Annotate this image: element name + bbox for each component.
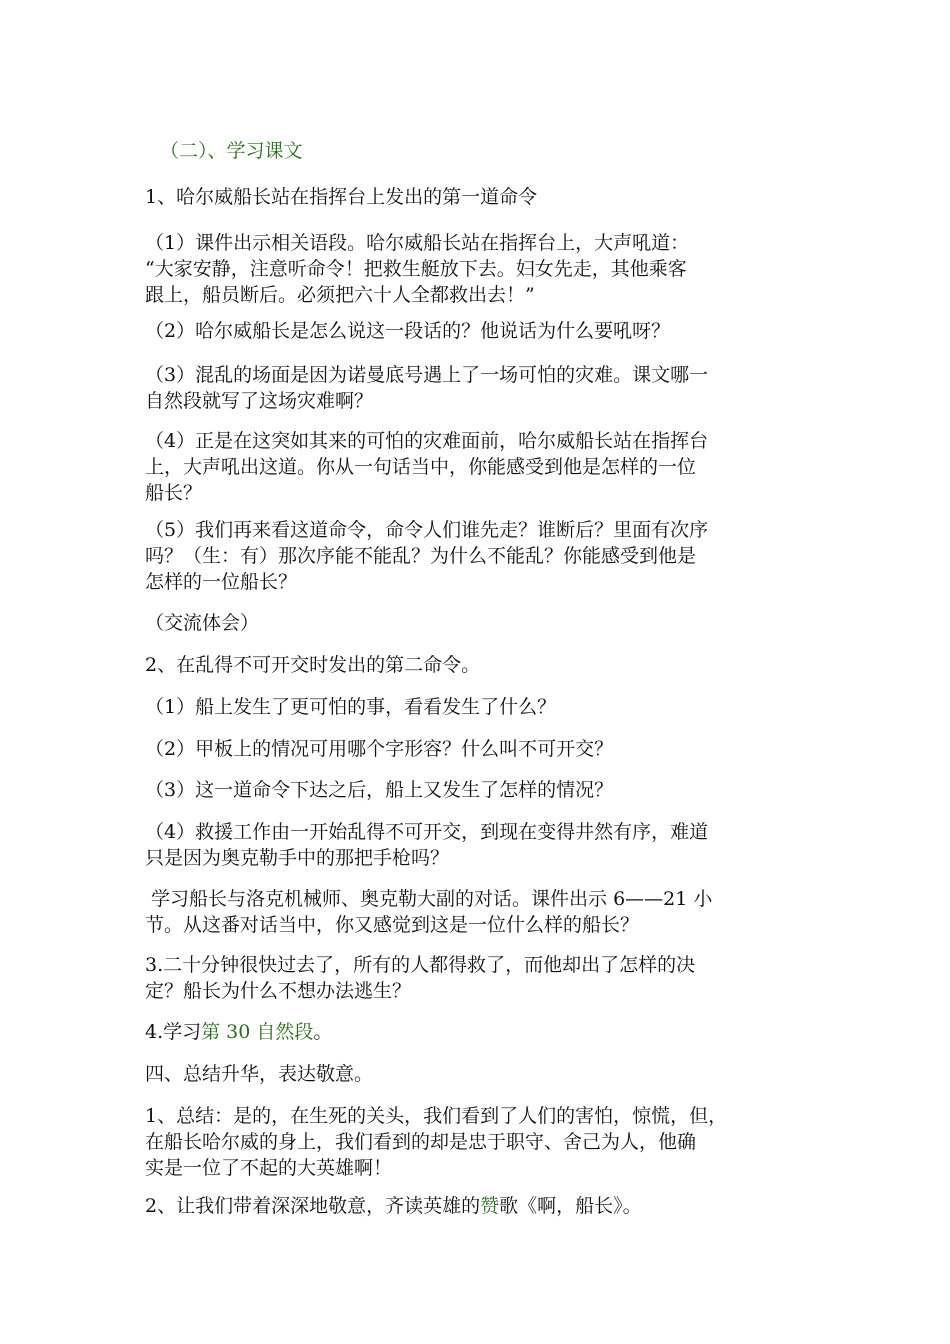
text-line: 定？船长为什么不想办法逃生？ <box>145 980 412 1002</box>
text-line: （2）哈尔威船长是怎么说这一段话的？他说话为什么要吼呀？ <box>145 320 671 342</box>
text-segment: 2、让我们带着深深地敬意，齐读英雄的 <box>145 1195 481 1217</box>
text-line: 2、在乱得不可开交时发出的第二命令。 <box>145 654 481 676</box>
text-line: （交流体会） <box>145 612 260 634</box>
text-line: 怎样的一位船长？ <box>145 571 298 593</box>
text-segment: 。 <box>313 1021 333 1043</box>
paragraph-5 <box>145 428 825 506</box>
paragraph-11 <box>145 777 825 803</box>
summary-heading: 四、总结升华，表达敬意。 <box>145 1063 374 1085</box>
text-line: （1）船上发生了更可怕的事，看看发生了什么？ <box>145 696 557 718</box>
section-heading: （二）、学习课文 <box>160 140 303 162</box>
paragraph-2 <box>145 230 825 308</box>
text-line: 3.二十分钟很快过去了，所有的人都得救了，而他却出了怎样的决 <box>145 954 696 976</box>
paragraph-12 <box>145 819 825 871</box>
text-line: 节。从这番对话当中，你又感觉到这是一位什么样的船长？ <box>145 914 640 936</box>
text-line: 跟上，船员断后。必须把六十人全都救出去！” <box>145 284 535 306</box>
text-line: （3）这一道命令下达之后，船上又发生了怎样的情况？ <box>145 779 614 801</box>
paragraph-1 <box>145 184 825 210</box>
text-line: 1、总结：是的，在生死的关头，我们看到了人们的害怕，惊慌，但， <box>145 1105 728 1127</box>
paragraph-last <box>145 1193 825 1219</box>
text-line: （4）救援工作由一开始乱得不可开交，到现在变得井然有序，难道 <box>145 821 709 843</box>
text-line: 上，大声吼出这道。你从一句话当中，你能感受到他是怎样的一位 <box>145 456 697 478</box>
highlighted-text: 第 30 自然段 <box>201 1021 314 1043</box>
text-segment: 4.学习 <box>145 1021 202 1043</box>
paragraph-study <box>145 1019 825 1045</box>
text-segment: 歌《啊，船长》。 <box>499 1195 642 1217</box>
paragraph-13 <box>145 886 825 938</box>
text-line: （3）混乱的场面是因为诺曼底号遇上了一场可怕的灾难。课文哪一 <box>145 364 709 386</box>
text-line: 1、哈尔威船长站在指挥台上发出的第一道命令 <box>145 186 538 208</box>
text-line: 船长？ <box>145 482 203 504</box>
paragraph-6 <box>145 517 825 595</box>
paragraph-9 <box>145 694 825 720</box>
highlighted-text: 赞 <box>480 1195 500 1217</box>
text-line: 在船长哈尔威的身上，我们看到的却是忠于职守、舍己为人，他确 <box>145 1131 697 1153</box>
paragraph-3 <box>145 318 825 344</box>
text-line: （1）课件出示相关语段。哈尔威船长站在指挥台上，大声吼道： <box>145 232 690 254</box>
text-line: 学习船长与洛克机械师、奥克勒大副的对话。课件出示 6——21 小 <box>145 888 713 910</box>
text-line: 只是因为奥克勒手中的那把手枪吗？ <box>145 847 450 869</box>
text-line: 吗？（生：有）那次序能不能乱？为什么不能乱？你能感受到他是 <box>145 545 697 567</box>
paragraph-4 <box>145 362 825 414</box>
text-line: “大家安静，注意听命令！把救生艇放下去。妇女先走，其他乘客 <box>145 258 687 280</box>
paragraph-8 <box>145 652 825 678</box>
paragraph-14 <box>145 952 825 1004</box>
paragraph-10 <box>145 736 825 762</box>
text-line: （5）我们再来看这道命令，命令人们谁先走？谁断后？里面有次序 <box>145 519 709 541</box>
text-line: （4）正是在这突如其来的可怕的灾难面前，哈尔威船长站在指挥台 <box>145 430 709 452</box>
paragraph-summary <box>145 1103 825 1181</box>
text-line: （2）甲板上的情况可用哪个字形容？什么叫不可开交？ <box>145 738 614 760</box>
paragraph-7 <box>145 610 825 636</box>
text-line: 实是一位了不起的大英雄啊！ <box>145 1157 393 1179</box>
text-line: 自然段就写了这场灾难啊？ <box>145 390 374 412</box>
